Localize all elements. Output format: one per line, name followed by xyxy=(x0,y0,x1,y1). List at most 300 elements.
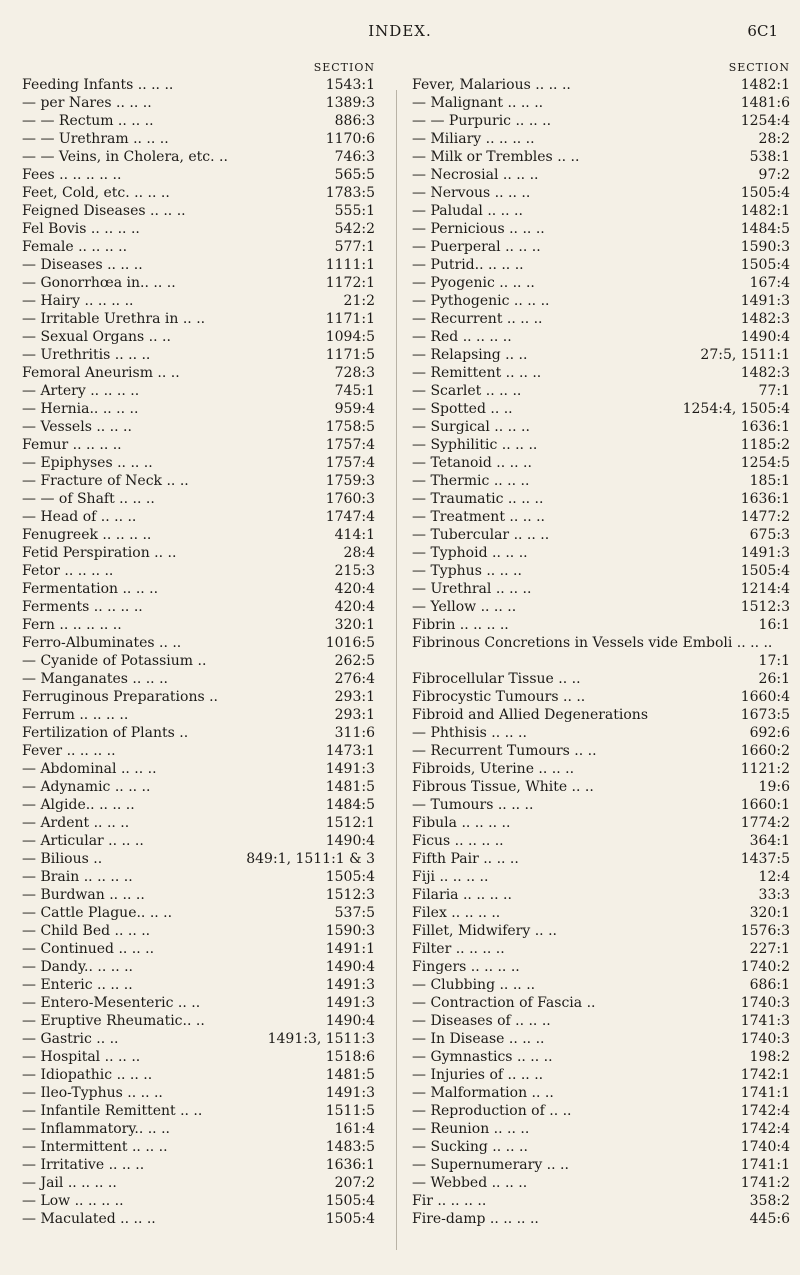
index-term: — Abdominal .. .. .. xyxy=(22,761,157,777)
section-reference: 207:2 xyxy=(334,1175,375,1191)
index-term: — Traumatic .. .. .. xyxy=(412,491,544,507)
section-reference: 1214:4 xyxy=(740,581,790,597)
index-term: — In Disease .. .. .. xyxy=(412,1031,545,1047)
index-entry xyxy=(412,670,790,688)
index-term: — Diseases of .. .. .. xyxy=(412,1013,551,1029)
index-term: — Scarlet .. .. .. xyxy=(412,383,522,399)
index-term: — Yellow .. .. .. xyxy=(412,599,517,615)
index-term: — Articular .. .. .. xyxy=(22,833,144,849)
index-term: — Supernumerary .. .. xyxy=(412,1157,569,1173)
section-reference: 215:3 xyxy=(334,563,375,579)
section-reference: 1660:2 xyxy=(740,743,790,759)
section-reference: 1759:3 xyxy=(325,473,375,489)
index-entry xyxy=(412,1066,790,1084)
section-reference: 320:1 xyxy=(749,905,790,921)
section-label-left: SECTION xyxy=(313,61,375,74)
index-entry xyxy=(412,310,790,328)
index-entry xyxy=(412,454,790,472)
index-entry xyxy=(412,598,790,616)
index-entry xyxy=(22,1210,375,1228)
index-entry xyxy=(22,706,375,724)
section-reference: 1172:1 xyxy=(325,275,375,291)
section-reference: 17:1 xyxy=(758,653,790,669)
index-term: — Hairy .. .. .. .. xyxy=(22,293,134,309)
section-reference: 1758:5 xyxy=(325,419,375,435)
section-reference: 1473:1 xyxy=(325,743,375,759)
section-reference: 577:1 xyxy=(334,239,375,255)
index-entry xyxy=(22,400,375,418)
index-term: Fel Bovis .. .. .. .. xyxy=(22,221,140,237)
index-term: Fir .. .. .. .. xyxy=(412,1193,487,1209)
section-reference: 293:1 xyxy=(334,689,375,705)
index-term: — Contraction of Fascia .. xyxy=(412,995,596,1011)
index-entry xyxy=(22,1174,375,1192)
index-term: — Pyogenic .. .. .. xyxy=(412,275,535,291)
section-reference: 1491:3 xyxy=(325,1085,375,1101)
index-entry xyxy=(22,832,375,850)
index-term: Female .. .. .. .. xyxy=(22,239,128,255)
index-entry xyxy=(22,310,375,328)
index-term: — Sexual Organs .. .. xyxy=(22,329,171,345)
index-entry xyxy=(412,634,790,670)
section-reference: 420:4 xyxy=(334,599,375,615)
section-reference: 28:4 xyxy=(343,545,375,561)
section-reference: 1512:3 xyxy=(325,887,375,903)
index-term: Fetid Perspiration .. .. xyxy=(22,545,177,561)
index-entry xyxy=(22,904,375,922)
index-entry xyxy=(22,418,375,436)
section-reference: 1491:3 xyxy=(325,977,375,993)
index-term: — Diseases .. .. .. xyxy=(22,257,143,273)
index-term: — Ileo-Typhus .. .. .. xyxy=(22,1085,163,1101)
index-entry xyxy=(22,76,375,94)
index-entry xyxy=(22,1192,375,1210)
index-term: Femoral Aneurism .. .. xyxy=(22,365,180,381)
index-entry xyxy=(22,760,375,778)
index-entry xyxy=(412,1084,790,1102)
index-entry xyxy=(412,760,790,778)
index-entry xyxy=(22,454,375,472)
section-reference: 746:3 xyxy=(334,149,375,165)
index-term: — Surgical .. .. .. xyxy=(412,419,530,435)
index-entry xyxy=(22,616,375,634)
index-entry xyxy=(412,580,790,598)
section-reference: 28:2 xyxy=(758,131,790,147)
index-entry xyxy=(22,652,375,670)
section-reference: 420:4 xyxy=(334,581,375,597)
section-reference: 728:3 xyxy=(334,365,375,381)
index-entry xyxy=(22,598,375,616)
section-reference: 1757:4 xyxy=(325,455,375,471)
index-term: — Continued .. .. .. xyxy=(22,941,155,957)
index-entry xyxy=(412,616,790,634)
section-reference: 1505:4 xyxy=(325,1193,375,1209)
index-term: — Inflammatory.. .. .. xyxy=(22,1121,170,1137)
index-term: — Infantile Remittent .. .. xyxy=(22,1103,203,1119)
index-term: Fenugreek .. .. .. .. xyxy=(22,527,152,543)
section-reference: 320:1 xyxy=(334,617,375,633)
index-term: — Gonorrhœa in.. .. .. xyxy=(22,275,176,291)
index-entry xyxy=(412,778,790,796)
index-term: — Tubercular .. .. .. xyxy=(412,527,550,543)
section-reference: 1512:3 xyxy=(740,599,790,615)
index-entry xyxy=(412,1156,790,1174)
index-term: — Intermittent .. .. .. xyxy=(22,1139,168,1155)
index-term: — Necrosial .. .. .. xyxy=(412,167,539,183)
section-reference: 1121:2 xyxy=(740,761,790,777)
section-reference: 1171:5 xyxy=(325,347,375,363)
section-reference: 1254:4 xyxy=(740,113,790,129)
index-term: — Gymnastics .. .. .. xyxy=(412,1049,553,1065)
index-term: — — Veins, in Cholera, etc. .. xyxy=(22,149,228,165)
index-entry xyxy=(412,940,790,958)
section-reference: 19:6 xyxy=(758,779,790,795)
index-term: — Milk or Trembles .. .. xyxy=(412,149,580,165)
index-term: — Gastric .. .. xyxy=(22,1031,119,1047)
index-term: — Pernicious .. .. .. xyxy=(412,221,545,237)
index-term: — Hernia.. .. .. .. xyxy=(22,401,139,417)
index-entry xyxy=(412,886,790,904)
index-entry xyxy=(22,472,375,490)
index-term: — Burdwan .. .. .. xyxy=(22,887,145,903)
index-entry xyxy=(412,364,790,382)
index-term: Fermentation .. .. .. xyxy=(22,581,159,597)
index-entry xyxy=(22,238,375,256)
index-term: Fees .. .. .. .. .. xyxy=(22,167,122,183)
index-term: — Hospital .. .. .. xyxy=(22,1049,141,1065)
index-term: — per Nares .. .. .. xyxy=(22,95,152,111)
section-reference: 358:2 xyxy=(749,1193,790,1209)
index-term: Filex .. .. .. .. xyxy=(412,905,501,921)
index-term: Femur .. .. .. .. xyxy=(22,437,122,453)
index-term: Fire-damp .. .. .. .. xyxy=(412,1211,539,1227)
index-entry xyxy=(22,490,375,508)
section-reference: 1741:2 xyxy=(740,1175,790,1191)
index-term: — Epiphyses .. .. .. xyxy=(22,455,153,471)
index-entry xyxy=(22,112,375,130)
index-term: — — Purpuric .. .. .. xyxy=(412,113,552,129)
index-entry xyxy=(412,814,790,832)
index-entry xyxy=(412,526,790,544)
index-term: — Paludal .. .. .. xyxy=(412,203,523,219)
index-entry xyxy=(22,1156,375,1174)
section-reference: 414:1 xyxy=(334,527,375,543)
section-reference: 1505:4 xyxy=(325,869,375,885)
index-entry xyxy=(412,850,790,868)
index-term: Fillet, Midwifery .. .. xyxy=(412,923,557,939)
index-entry xyxy=(22,1012,375,1030)
index-term: — — Rectum .. .. .. xyxy=(22,113,154,129)
index-entry xyxy=(412,688,790,706)
section-reference: 537:5 xyxy=(334,905,375,921)
index-term: Fibrocellular Tissue .. .. xyxy=(412,671,581,687)
index-entry xyxy=(412,508,790,526)
index-entry xyxy=(412,112,790,130)
section-reference: 1673:5 xyxy=(740,707,790,723)
section-reference: 364:1 xyxy=(749,833,790,849)
index-entry xyxy=(22,292,375,310)
index-term: — Irritable Urethra in .. .. xyxy=(22,311,206,327)
section-reference: 21:2 xyxy=(343,293,375,309)
index-entry xyxy=(22,724,375,742)
index-entry xyxy=(22,526,375,544)
index-term: — Idiopathic .. .. .. xyxy=(22,1067,153,1083)
section-reference: 1512:1 xyxy=(325,815,375,831)
section-reference: 1016:5 xyxy=(325,635,375,651)
section-reference: 1389:3 xyxy=(325,95,375,111)
index-entry xyxy=(22,778,375,796)
index-entry xyxy=(412,202,790,220)
index-term: — Pythogenic .. .. .. xyxy=(412,293,550,309)
section-reference: 1185:2 xyxy=(740,437,790,453)
section-reference: 33:3 xyxy=(758,887,790,903)
index-entry xyxy=(22,850,375,868)
section-reference: 1477:2 xyxy=(740,509,790,525)
index-entry xyxy=(22,688,375,706)
index-entry xyxy=(412,400,790,418)
index-term: — — Urethram .. .. .. xyxy=(22,131,169,147)
index-term: Fibrous Tissue, White .. .. xyxy=(412,779,594,795)
index-term: — Puerperal .. .. .. xyxy=(412,239,541,255)
section-reference: 1636:1 xyxy=(740,491,790,507)
index-entry xyxy=(412,706,790,724)
index-term: — Jail .. .. .. .. xyxy=(22,1175,117,1191)
index-entry xyxy=(412,958,790,976)
section-reference: 1742:4 xyxy=(740,1103,790,1119)
section-reference: 1742:4 xyxy=(740,1121,790,1137)
index-entry xyxy=(412,904,790,922)
index-term: — Typhoid .. .. .. xyxy=(412,545,528,561)
index-term: — Reproduction of .. .. xyxy=(412,1103,572,1119)
section-reference: 1490:4 xyxy=(740,329,790,345)
section-reference: 1518:6 xyxy=(325,1049,375,1065)
index-entry xyxy=(22,562,375,580)
index-term: — Low .. .. .. .. xyxy=(22,1193,124,1209)
section-reference: 167:4 xyxy=(749,275,790,291)
section-reference: 1590:3 xyxy=(325,923,375,939)
index-entry xyxy=(22,796,375,814)
index-entry xyxy=(22,922,375,940)
section-reference: 1171:1 xyxy=(325,311,375,327)
index-entry xyxy=(412,328,790,346)
left-entries-list xyxy=(22,76,375,1228)
index-entry xyxy=(22,130,375,148)
index-entry xyxy=(412,994,790,1012)
section-reference: 1094:5 xyxy=(325,329,375,345)
index-term: Fern .. .. .. .. .. xyxy=(22,617,122,633)
index-term: — Typhus .. .. .. xyxy=(412,563,522,579)
index-term: — Manganates .. .. .. xyxy=(22,671,168,687)
index-term: — Spotted .. .. xyxy=(412,401,513,417)
section-reference: 293:1 xyxy=(334,707,375,723)
index-term: — Ardent .. .. .. xyxy=(22,815,130,831)
section-reference: 1505:4 xyxy=(740,185,790,201)
index-term: — Remittent .. .. .. xyxy=(412,365,542,381)
section-reference: 1783:5 xyxy=(325,185,375,201)
index-entry xyxy=(412,1120,790,1138)
index-entry xyxy=(22,868,375,886)
index-entry xyxy=(412,1174,790,1192)
index-entry xyxy=(22,634,375,652)
section-reference: 555:1 xyxy=(334,203,375,219)
section-reference: 1774:2 xyxy=(740,815,790,831)
section-reference: 185:1 xyxy=(749,473,790,489)
section-reference: 1491:3, 1511:3 xyxy=(267,1031,375,1047)
section-reference: 745:1 xyxy=(334,383,375,399)
page-title: INDEX. xyxy=(368,22,432,40)
index-term: — Cattle Plague.. .. .. xyxy=(22,905,173,921)
index-entry xyxy=(22,166,375,184)
index-term: — Cyanide of Potassium .. xyxy=(22,653,207,669)
index-term: Filaria .. .. .. .. xyxy=(412,887,512,903)
index-term: Ferrum .. .. .. .. xyxy=(22,707,129,723)
index-term: — Injuries of .. .. .. xyxy=(412,1067,544,1083)
section-reference: 1511:5 xyxy=(325,1103,375,1119)
section-reference: 1740:2 xyxy=(740,959,790,975)
column-divider xyxy=(396,90,397,1250)
index-term: — Enteric .. .. .. xyxy=(22,977,133,993)
index-term: Fertilization of Plants .. xyxy=(22,725,189,741)
section-reference: 1742:1 xyxy=(740,1067,790,1083)
section-reference: 262:5 xyxy=(334,653,375,669)
section-reference: 1484:5 xyxy=(325,797,375,813)
section-reference: 311:6 xyxy=(334,725,375,741)
index-entry xyxy=(22,328,375,346)
index-entry xyxy=(412,184,790,202)
section-reference: 16:1 xyxy=(758,617,790,633)
index-term: Feeding Infants .. .. .. xyxy=(22,77,174,93)
section-reference: 675:3 xyxy=(749,527,790,543)
index-term: — Red .. .. .. .. xyxy=(412,329,512,345)
index-entry xyxy=(22,1084,375,1102)
index-entry xyxy=(22,1030,375,1048)
index-entry xyxy=(22,220,375,238)
index-entry xyxy=(22,274,375,292)
section-reference: 445:6 xyxy=(749,1211,790,1227)
section-reference: 1490:4 xyxy=(325,959,375,975)
index-term: Fifth Pair .. .. .. xyxy=(412,851,519,867)
section-reference: 1170:6 xyxy=(325,131,375,147)
index-entry xyxy=(412,472,790,490)
index-term: Fever .. .. .. .. xyxy=(22,743,116,759)
index-entry xyxy=(412,238,790,256)
index-entry xyxy=(22,886,375,904)
section-reference: 1490:4 xyxy=(325,1013,375,1029)
index-entry xyxy=(412,292,790,310)
index-term: Ficus .. .. .. .. xyxy=(412,833,504,849)
index-term: — Syphilitic .. .. .. xyxy=(412,437,538,453)
section-reference: 538:1 xyxy=(749,149,790,165)
index-term: — Adynamic .. .. .. xyxy=(22,779,151,795)
index-entry xyxy=(22,256,375,274)
index-entry xyxy=(22,202,375,220)
index-entry xyxy=(22,382,375,400)
index-term: Fever, Malarious .. .. .. xyxy=(412,77,571,93)
index-term: — Artery .. .. .. .. xyxy=(22,383,140,399)
index-term: — Webbed .. .. .. xyxy=(412,1175,528,1191)
section-reference: 97:2 xyxy=(758,167,790,183)
index-term: — Algide.. .. .. .. xyxy=(22,797,135,813)
index-term: — Miliary .. .. .. .. xyxy=(412,131,535,147)
section-reference: 1482:3 xyxy=(740,365,790,381)
index-entry xyxy=(22,364,375,382)
right-index-column xyxy=(412,60,790,1228)
index-entry xyxy=(22,1138,375,1156)
section-reference: 1491:3 xyxy=(740,293,790,309)
index-term: Fibroids, Uterine .. .. .. xyxy=(412,761,575,777)
index-entry xyxy=(412,418,790,436)
index-term: — Thermic .. .. .. xyxy=(412,473,530,489)
index-entry xyxy=(412,148,790,166)
index-term: — Tumours .. .. .. xyxy=(412,797,534,813)
index-entry xyxy=(412,562,790,580)
index-term: — Reunion .. .. .. xyxy=(412,1121,530,1137)
section-reference: 1490:4 xyxy=(325,833,375,849)
section-reference: 542:2 xyxy=(334,221,375,237)
index-entry xyxy=(412,1012,790,1030)
section-reference: 198:2 xyxy=(749,1049,790,1065)
index-entry xyxy=(22,544,375,562)
index-entry xyxy=(22,976,375,994)
section-reference: 1481:6 xyxy=(740,95,790,111)
index-entry xyxy=(412,94,790,112)
section-reference: 686:1 xyxy=(749,977,790,993)
section-reference: 1741:1 xyxy=(740,1085,790,1101)
section-reference: 1590:3 xyxy=(740,239,790,255)
index-term: — Clubbing .. .. .. xyxy=(412,977,536,993)
section-reference: 1505:4 xyxy=(325,1211,375,1227)
section-reference: 1483:5 xyxy=(325,1139,375,1155)
section-reference: 1254:5 xyxy=(740,455,790,471)
section-reference: 1636:1 xyxy=(740,419,790,435)
left-index-column xyxy=(22,60,375,1228)
index-entry xyxy=(22,580,375,598)
index-term: Fibrin .. .. .. .. xyxy=(412,617,509,633)
index-term: Ferro-Albuminates .. .. xyxy=(22,635,182,651)
index-term: — Child Bed .. .. .. xyxy=(22,923,151,939)
section-reference: 1482:1 xyxy=(740,203,790,219)
index-term: — Fracture of Neck .. .. xyxy=(22,473,189,489)
index-term: — Urethritis .. .. .. xyxy=(22,347,151,363)
index-term: — Malformation .. .. xyxy=(412,1085,554,1101)
section-reference: 565:5 xyxy=(334,167,375,183)
index-term: Ferruginous Preparations .. xyxy=(22,689,218,705)
index-entry xyxy=(412,436,790,454)
index-entry xyxy=(22,346,375,364)
section-reference: 276:4 xyxy=(334,671,375,687)
right-entries-list xyxy=(412,76,790,1228)
index-term: Feet, Cold, etc. .. .. .. xyxy=(22,185,170,201)
section-reference: 1437:5 xyxy=(740,851,790,867)
section-reference: 1741:3 xyxy=(740,1013,790,1029)
index-term: Fingers .. .. .. .. xyxy=(412,959,520,975)
index-term: Fibrocystic Tumours .. .. xyxy=(412,689,586,705)
index-term: — Dandy.. .. .. .. xyxy=(22,959,134,975)
section-reference: 1505:4 xyxy=(740,563,790,579)
section-reference: 1481:5 xyxy=(325,779,375,795)
page-number: 6C1 xyxy=(747,22,778,40)
index-entry xyxy=(412,1210,790,1228)
section-reference: 1491:1 xyxy=(325,941,375,957)
index-term: — Recurrent Tumours .. .. xyxy=(412,743,597,759)
index-entry xyxy=(22,436,375,454)
index-term: — Vessels .. .. .. xyxy=(22,419,132,435)
section-reference: 886:3 xyxy=(334,113,375,129)
section-reference: 1636:1 xyxy=(325,1157,375,1173)
index-term: — Sucking .. .. .. xyxy=(412,1139,528,1155)
section-reference: 1660:1 xyxy=(740,797,790,813)
index-entry xyxy=(412,724,790,742)
